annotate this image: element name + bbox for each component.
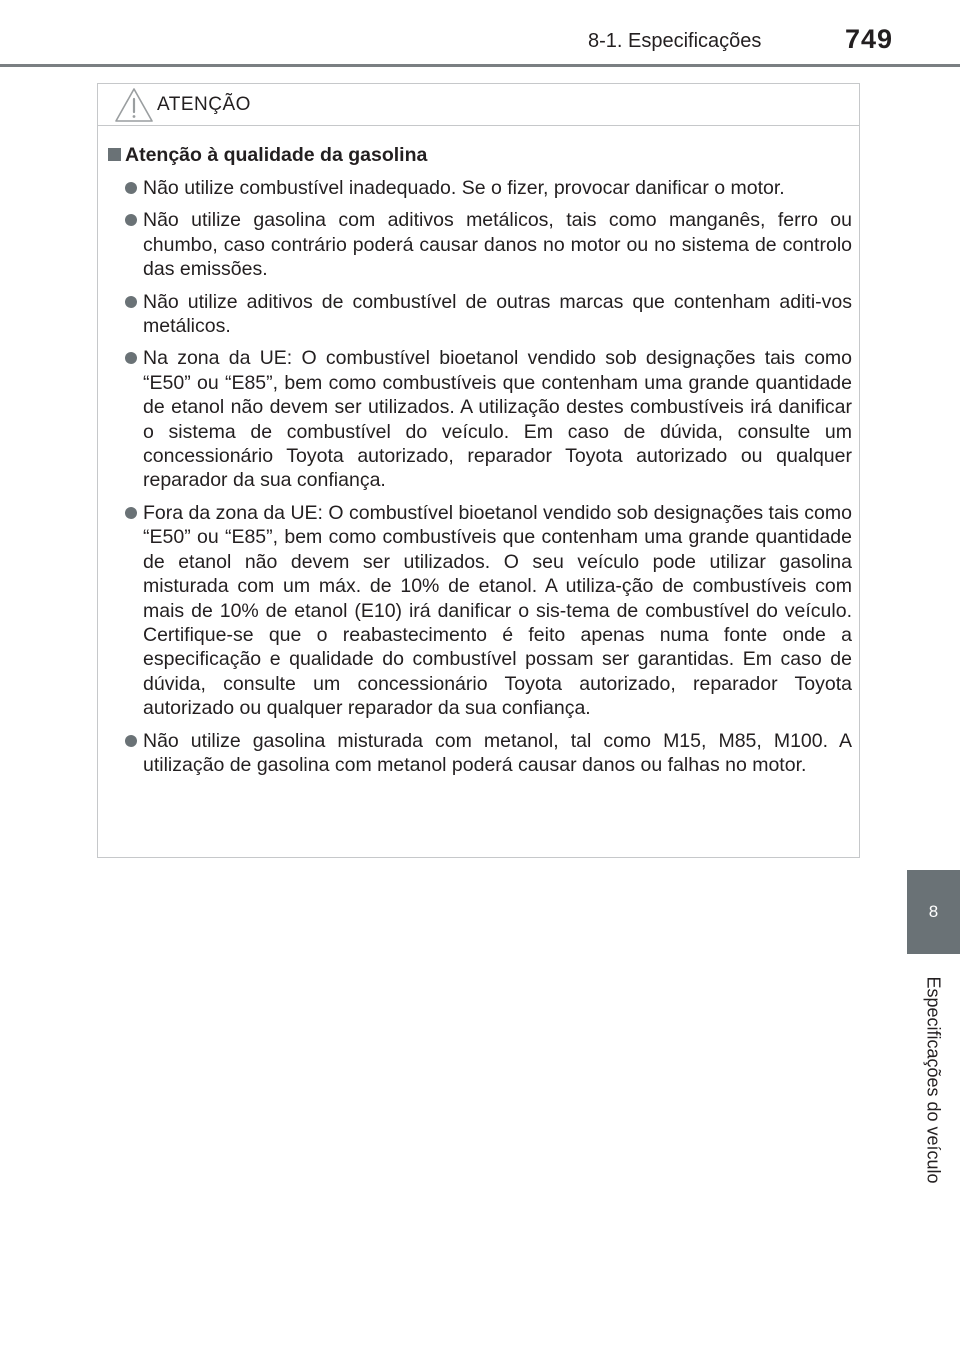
list-item-text: Não utilize aditivos de combustível de outras marcas que contenham aditi-vos metálicos. bbox=[143, 290, 852, 338]
warning-title: ATENÇÃO bbox=[157, 94, 251, 115]
section-title bbox=[98, 142, 859, 168]
circle-bullet-icon bbox=[125, 735, 137, 747]
circle-bullet-icon bbox=[125, 214, 137, 226]
warning-content bbox=[98, 142, 859, 777]
header-section-title: 8-1. Especificações bbox=[588, 30, 762, 52]
warning-header bbox=[98, 84, 859, 126]
list-item-text: Não utilize gasolina misturada com metanol, tal como M15, M85, M100. A utilização de gasolina com metanol poderá causar danos ou falhas no motor. bbox=[143, 729, 852, 776]
list-item-text: Na zona da UE: O combustível bioetanol vendido sob designações tais como “E50” ou “E85”, bem como combustíveis que contenham uma grande quantidade de etanol não devem ser utilizados. A utilização destes combustíveis irá danificar o sistema de combustível do veículo. Em caso de dúvida, consulte um concessionário Toyota autorizado, reparador Toyota autorizado ou qualquer reparador da sua confiança. bbox=[143, 347, 852, 492]
list-item-text: Não utilize combustível inadequado. Se o fizer, provocar danificar o motor. bbox=[143, 177, 785, 199]
circle-bullet-icon bbox=[125, 296, 137, 308]
warning-box bbox=[97, 83, 860, 858]
chapter-number: 8 bbox=[928, 902, 939, 921]
chapter-tab bbox=[907, 870, 960, 954]
circle-bullet-icon bbox=[125, 182, 137, 194]
warning-triangle-icon bbox=[114, 87, 154, 123]
header-rule bbox=[0, 64, 960, 67]
list-item bbox=[98, 346, 859, 492]
list-item-text: Não utilize gasolina com aditivos metálicos, tais como manganês, ferro ou chumbo, caso contrário poderá causar danos no motor ou no sistema de controlo das emissões. bbox=[143, 209, 852, 281]
page-number: 749 bbox=[845, 24, 894, 54]
circle-bullet-icon bbox=[125, 352, 137, 364]
list-item bbox=[98, 176, 859, 200]
chapter-side-label: Especificações do veículo bbox=[923, 976, 944, 1184]
square-bullet-icon bbox=[108, 148, 121, 161]
list-item bbox=[98, 729, 859, 778]
circle-bullet-icon bbox=[125, 507, 137, 519]
list-item bbox=[98, 208, 859, 281]
section-title-text: Atenção à qualidade da gasolina bbox=[125, 144, 428, 166]
list-item bbox=[98, 501, 859, 721]
list-item-text: Fora da zona da UE: O combustível bioetanol vendido sob designações tais como “E50” ou “E85”, bem como combustíveis que contenham uma grande quantidade de etanol não devem ser utilizados. O seu veículo pode utilizar gasolina misturada com um máx. de 10% de etanol. A utiliza-ção de combustíveis com mais de 10% de etanol (E10) irá danificar o sis-tema de combustível do veículo. Certifique-se que o reabastecimento é feito apenas numa fonte onde a especificação e qualidade do combustível possam ser garantidas. Em caso de dúvida, consulte um concessionário Toyota autorizado, reparador Toyota autorizado ou qualquer reparador da sua confiança. bbox=[143, 501, 852, 720]
list-item bbox=[98, 290, 859, 339]
